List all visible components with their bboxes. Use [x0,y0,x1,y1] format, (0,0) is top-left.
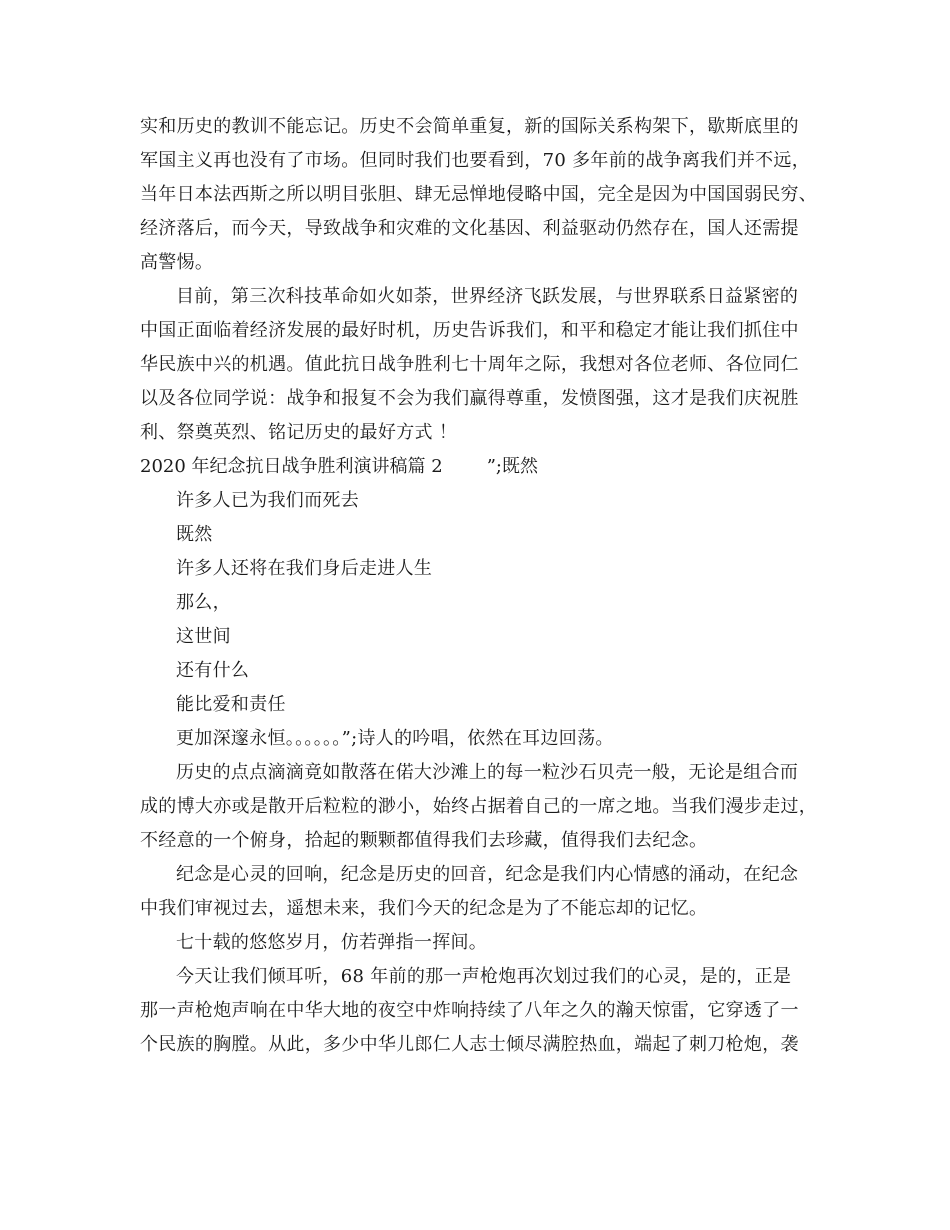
section-heading-title: 2020 年纪念抗日战争胜利演讲稿篇 2 [140,456,443,477]
text-line: 高警惕。 [140,252,214,273]
text-line: 实和历史的教训不能忘记。历史不会简单重复，新的国际关系构架下，歇斯底里的 [140,116,799,137]
text-line: 那么， [176,592,231,613]
text-line: 还有什么 [176,660,250,681]
text-line: 经济落后，而今天，导致战争和灾难的文化基因、利益驱动仍然存在，国人还需提 [140,218,799,239]
text-line: 个民族的胸膛。从此，多少中华儿郎仁人志士倾尽满腔热血，端起了刺刀枪炮，袭 [140,1034,799,1055]
text-line: 华民族中兴的机遇。值此抗日战争胜利七十周年之际，我想对各位老师、各位同仁 [140,354,799,375]
text-line: 更加深邃永恒。。。。。。”;诗人的吟唱，依然在耳边回荡。 [176,728,614,749]
text-line: 以及各位同学说：战争和报复不会为我们赢得尊重，发愤图强，这才是我们庆祝胜 [140,388,799,409]
text-line: 军国主义再也没有了市场。但同时我们也要看到，70 多年前的战争离我们并不远， [140,150,811,171]
text-line: 七十载的悠悠岁月，仿若弹指一挥间。 [176,932,488,953]
section-heading [140,450,830,484]
text-line: 目前，第三次科技革命如火如荼，世界经济飞跃发展，与世界联系日益紧密的 [176,286,799,307]
paragraph-block-2 [140,484,830,1062]
text-line: 既然 [176,524,213,545]
document-body [140,110,830,1062]
text-line: 利、祭奠英烈、铭记历史的最好方式 ！ [140,422,458,443]
text-line: 中国正面临着经济发展的最好时机，历史告诉我们，和平和稳定才能让我们抓住中 [140,320,799,341]
text-line: 当年日本法西斯之所以明目张胆、肆无忌惮地侵略中国，完全是因为中国国弱民穷、 [140,184,818,205]
text-line: 不经意的一个俯身，拾起的颗颗都值得我们去珍藏，值得我们去纪念。 [140,830,708,851]
text-line: 今天让我们倾耳听，68 年前的那一声枪炮再次划过我们的心灵，是的，正是 [176,966,792,987]
text-line: 中我们审视过去，遥想未来，我们今天的纪念是为了不能忘却的记忆。 [140,898,708,919]
text-line: 能比爱和责任 [176,694,286,715]
text-line: 历史的点点滴滴竟如散落在偌大沙滩上的每一粒沙石贝壳一般，无论是组合而 [176,762,799,783]
text-line: 许多人还将在我们身后走进人生 [176,558,433,579]
paragraph-block-1 [140,110,830,450]
text-line: 那一声枪炮声响在中华大地的夜空中炸响持续了八年之久的瀚天惊雷，它穿透了一 [140,1000,799,1021]
section-heading-suffix: ”;既然 [486,456,538,477]
text-line: 纪念是心灵的回响，纪念是历史的回音，纪念是我们内心情感的涌动，在纪念 [176,864,799,885]
text-line: 许多人已为我们而死去 [176,490,359,511]
text-line: 成的博大亦或是散开后粒粒的渺小，始终占据着自己的一席之地。当我们漫步走过， [140,796,818,817]
text-line: 这世间 [176,626,231,647]
